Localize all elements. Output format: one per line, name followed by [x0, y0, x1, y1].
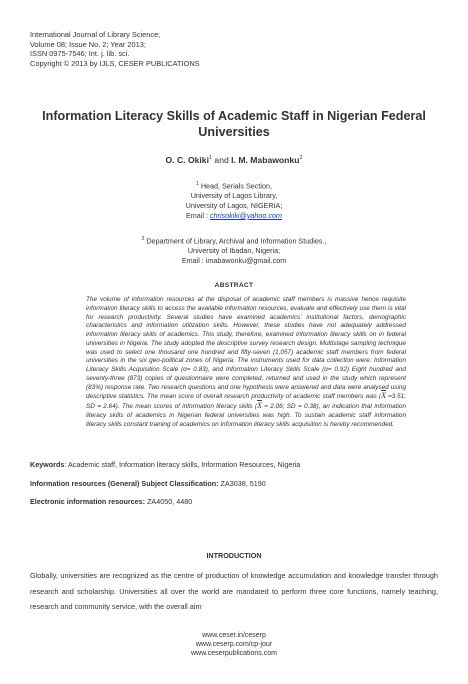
- affiliation-1-sup: 1: [196, 181, 199, 187]
- publisher-footer: [0, 631, 468, 659]
- journal-issn: ISSN 0975-7546; Int. j. lib. sci.: [30, 49, 130, 59]
- footer-link[interactable]: www.ceser.in/ceserp: [202, 632, 266, 639]
- classification-line: [30, 479, 438, 488]
- affiliation-2: [0, 235, 468, 266]
- introduction-heading: INTRODUCTION: [206, 551, 262, 560]
- affiliation-1-line2: University of Lagos Library,: [190, 191, 278, 201]
- journal-volume: Volume 08; Issue No. 2; Year 2013;: [30, 39, 146, 49]
- electronic-line: [30, 497, 438, 506]
- affiliation-2-line1: Department of Library, Archival and Information Studies.,: [146, 236, 327, 246]
- abstract-text-2: =3.51; SD = 2.64). The mean scores of information literacy skills (: [86, 393, 406, 410]
- abstract-heading: ABSTRACT: [214, 282, 254, 289]
- affiliation-2-line3: Email : imabawonku@gmail.com: [181, 255, 287, 265]
- abstract-text-3: = 2.06; SD = 0.38), an indication that information literacy skills of academics in Nigerian federal universities was high. To sustain academic staff information literacy skills constant training of academics on information literacy skills acquisition is hereby recommended.: [86, 403, 406, 428]
- journal-name: International Journal of Library Science;: [30, 30, 161, 39]
- keywords-value: : Academic staff, Information literacy skills, Information Resources, Nigeria: [64, 460, 301, 469]
- introduction-body: Globally, universities are recognized as the centre of production of knowledge accumulation and knowledge transfer through research and scholarship. Universities all over the world are mandated to perform three core functions, namely teaching, research and community service, with the overall aim: [30, 571, 438, 612]
- footer-link[interactable]: www.ceserpublications.com: [191, 650, 277, 658]
- author-2-sup: 2: [299, 155, 303, 162]
- author-1-sup: 1: [208, 155, 213, 162]
- affiliation-1-line1: Head, Serials Section,: [200, 181, 272, 191]
- author-line: [0, 155, 468, 165]
- affiliation-1-email-link[interactable]: chrisokiki@yahoo.com: [209, 210, 282, 220]
- electronic-value: ZA4050, 4480: [145, 497, 193, 506]
- journal-copyright: Copyright © 2013 by IJLS, CESER PUBLICATIONS: [30, 58, 200, 68]
- affiliation-2-line2: University of Ibadan, Nigeria;: [187, 246, 281, 256]
- footer-link[interactable]: www.ceserp.com/cp-jour: [195, 641, 273, 649]
- abstract-body: [86, 296, 406, 429]
- author-and: and: [212, 155, 232, 165]
- paper-title: Information Literacy Skills of Academic Staff in Nigerian Federal Universities: [42, 109, 426, 139]
- keywords-label: Keywords: [30, 460, 65, 469]
- classification-label: Information resources (General) Subject Classification:: [30, 479, 219, 488]
- xbar-symbol: $\overline{X}$: [257, 401, 262, 410]
- affiliation-1-email-label: Email :: [186, 210, 210, 220]
- keywords-line: [30, 460, 438, 469]
- affiliation-1: [0, 180, 468, 221]
- journal-header: [30, 30, 200, 68]
- affiliation-1-line3: University of Lagos, NIGERIA;: [185, 200, 283, 210]
- affiliation-2-sup: 2: [141, 236, 145, 242]
- classification-value: ZA3038, 5190: [218, 479, 266, 488]
- xbar-symbol: $\overline{X}$: [381, 391, 386, 401]
- electronic-label: Electronic information resources:: [30, 497, 146, 506]
- author-1: O. C. Okiki: [165, 155, 209, 165]
- abstract-text-1: The volume of information resources at the disposal of academic staff members is massive hence requisite information literacy skills to access the available information resources, evaluate and effectively use them is vital for research productivity. Several studies have examined academics' institutional factors, demographic characteristics and information utilization skills. However, these studies have not adequately addressed information literacy skills of academics. This study, therefore, examined information literacy skills on in federal universities in Nigeria. The study adopted the descriptive survey research design. Multistage sampling technique was used to select one thousand one hundred and fifty-seven (1,057) academic staff members from federal universities in the six geo-political zones of Nigeria. The instruments used for data collection were: Information Literacy Skills Acquisition Scale (α= 0.83), and Information Literacy Skills Scale (α= 0.92) Eight hundred and seventy-three (873) copies of questionnaire were completed, returned and used in the study which represent (83%) response rate. Two research questions and one hypothesis were answered and data were analysed using descriptive statistics. The mean score of overall research productivity of academic staff members was (: [86, 296, 406, 401]
- author-2: I. M. Mabawonku: [231, 155, 300, 165]
